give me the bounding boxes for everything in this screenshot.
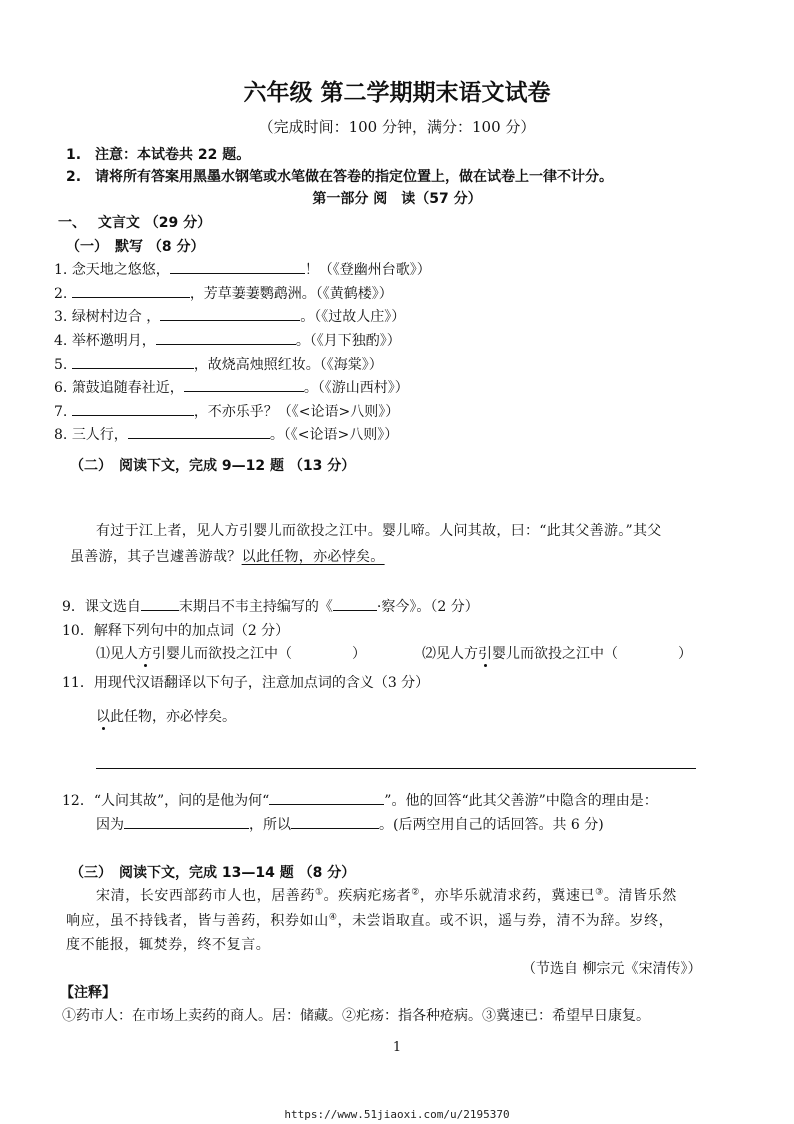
item-before: 念天地之悠悠， — [71, 262, 170, 278]
dotted-word: 以 — [96, 709, 110, 725]
passage-text: 。清皆乐然 — [603, 888, 677, 904]
item-after: ！（《登幽州台歌》） — [304, 262, 431, 278]
item-after: ，芳草萋萋鹦鹉洲。（《黄鹤楼》） — [189, 286, 393, 302]
item-number: 4. — [54, 333, 68, 349]
item-before: 举杯邀明月， — [71, 333, 156, 349]
dotted-word: 方 — [138, 646, 152, 662]
question-text: ”。他的回答“此其父善游”中隐含的理由是： — [384, 793, 658, 809]
underlined-sentence: 以此任物，亦必悖矣。 — [241, 549, 385, 565]
sub2-heading: （二） 阅读下文，完成 9—12 题 （13 分） — [70, 458, 356, 474]
question-text: ） — [352, 646, 366, 662]
answer-blank[interactable] — [184, 377, 304, 392]
passage-3-source: （节选自 柳宗元《宋清传》） — [522, 961, 702, 977]
item-after: 。（《<论语>八则》） — [269, 427, 399, 443]
item-after: 。（《月下独酌》） — [295, 333, 401, 349]
answer-blank[interactable] — [269, 790, 384, 805]
passage-text: 宋清，长安西部药市人也，居善药 — [96, 888, 315, 904]
dictation-item — [54, 377, 409, 397]
passage-text: 。疾病疕疡者 — [323, 888, 412, 904]
item-after: 。（《过故人庄》） — [300, 309, 406, 325]
question-text: ⑵见人方 — [422, 646, 478, 662]
dictation-item — [54, 259, 431, 279]
part1-heading: 第一部分 阅 读（57 分） — [312, 191, 482, 207]
passage-3-line-3: 度不能报，辄焚券，终不复言。 — [66, 937, 271, 953]
passage-text: 虽善游，其子岂遽善游哉？ — [70, 549, 242, 565]
question-text: 因为 — [96, 817, 124, 833]
question-text: 此任物，亦必悖矣。 — [110, 709, 236, 725]
dictation-item — [54, 354, 383, 374]
item-number: 1. — [54, 262, 68, 278]
question-12-line-2 — [96, 814, 604, 834]
item-before: 箫鼓追随春社近， — [71, 380, 184, 396]
dictation-item — [54, 306, 405, 326]
dictation-item — [54, 330, 401, 350]
passage-text: 响应，虽不持钱者，皆与善药，积券如山 — [66, 913, 329, 929]
question-text: ） — [678, 646, 692, 662]
passage-3-line-1 — [96, 885, 677, 905]
item-number: 8. — [54, 427, 68, 443]
item-number: 3. — [54, 309, 68, 325]
section1-heading: 一、 文言文 （29 分） — [58, 215, 212, 231]
answer-blank[interactable] — [160, 306, 300, 321]
sub3-heading: （三） 阅读下文，完成 13—14 题 （8 分） — [70, 865, 356, 881]
answer-blank[interactable] — [72, 401, 194, 416]
answer-blank[interactable] — [291, 814, 379, 829]
question-text: ⑴见人 — [96, 646, 138, 662]
answer-blank[interactable] — [72, 283, 190, 298]
item-before: 三人行， — [71, 427, 128, 443]
question-11-sentence — [96, 706, 236, 726]
question-text: 9．课文选自 — [62, 599, 141, 615]
question-12-line-1 — [62, 790, 658, 810]
question-text: 。(后两空用自己的话回答。共 6 分) — [379, 817, 604, 833]
passage-2-line-1: 有过于江上者，见人方引婴儿而欲投之江中。婴儿啼。人问其故，曰：“此其父善游。”其父 — [96, 523, 662, 539]
answer-blank[interactable] — [170, 259, 305, 274]
passage-2-line-2 — [70, 546, 385, 566]
question-text: ，所以 — [249, 817, 291, 833]
question-10-part-2 — [422, 643, 692, 663]
dictation-item — [54, 401, 399, 421]
exam-title: 六年级 第二学期期末语文试卷 — [243, 80, 551, 106]
question-text: 末期吕不韦主持编写的《 — [178, 599, 333, 615]
item-number: 6. — [54, 380, 68, 396]
dotted-word: 引 — [478, 646, 492, 662]
footnote-marker: ④ — [328, 912, 338, 923]
answer-blank[interactable] — [333, 596, 377, 611]
question-text: 12．“人问其故”，问的是他为何“ — [62, 793, 270, 809]
question-10: 10．解释下列句中的加点词（2 分） — [62, 623, 290, 639]
dictation-item — [54, 424, 398, 444]
source-url[interactable]: https://www.51jiaoxi.com/u/2195370 — [284, 1108, 510, 1121]
item-number: 2. — [54, 286, 68, 302]
footnote-marker: ① — [315, 887, 324, 898]
item-number: 5. — [54, 357, 68, 373]
question-9 — [62, 596, 479, 616]
dictation-item — [54, 283, 393, 303]
annotation-text: ①药市人：在市场上卖药的商人。居：储藏。②疕疡：指各种疮病。③冀速已：希望早日康复。 — [62, 1008, 650, 1024]
item-after: ，故烧高烛照红妆。（《海棠》） — [193, 357, 383, 373]
footnote-marker: ② — [411, 887, 420, 898]
answer-blank[interactable] — [156, 330, 296, 345]
answer-blank[interactable] — [141, 596, 179, 611]
question-10-part-1 — [96, 643, 366, 663]
answer-blank[interactable] — [124, 814, 249, 829]
item-after: 。（《游山西村》） — [303, 380, 409, 396]
page-number: 1 — [392, 1040, 402, 1055]
passage-3-line-2 — [66, 910, 673, 930]
answer-line[interactable] — [96, 768, 696, 769]
answer-blank[interactable] — [72, 354, 194, 369]
note-2: 2. 请将所有答案用黑墨水钢笔或水笔做在答卷的指定位置上，做在试卷上一律不计分。 — [66, 169, 614, 185]
question-11: 11．用现代汉语翻译以下句子，注意加点词的含义（3 分） — [62, 675, 430, 691]
question-text: ·察今》。（2 分） — [376, 599, 479, 615]
item-after: ，不亦乐乎？（《<论语>八则》） — [193, 404, 400, 420]
note-1: 1. 注意：本试卷共 22 题。 — [66, 147, 251, 163]
exam-subtitle: （完成时间：100 分钟，满分：100 分） — [258, 118, 536, 136]
question-text: 婴儿而欲投之江中（ — [492, 646, 618, 662]
sub1-heading: （一） 默写 （8 分） — [66, 239, 205, 255]
answer-blank[interactable] — [128, 424, 270, 439]
footnote-marker: ③ — [595, 887, 604, 898]
item-number: 7. — [54, 404, 68, 420]
passage-text: ，亦毕乐就清求药，冀速已 — [419, 888, 596, 904]
question-text: 引婴儿而欲投之江中（ — [152, 646, 292, 662]
annotation-title: 【注释】 — [60, 985, 116, 1001]
passage-text: ，未尝诣取直。或不识，遥与券，清不为辞。岁终， — [337, 913, 674, 929]
item-before: 绿树村边合 ， — [71, 309, 161, 325]
